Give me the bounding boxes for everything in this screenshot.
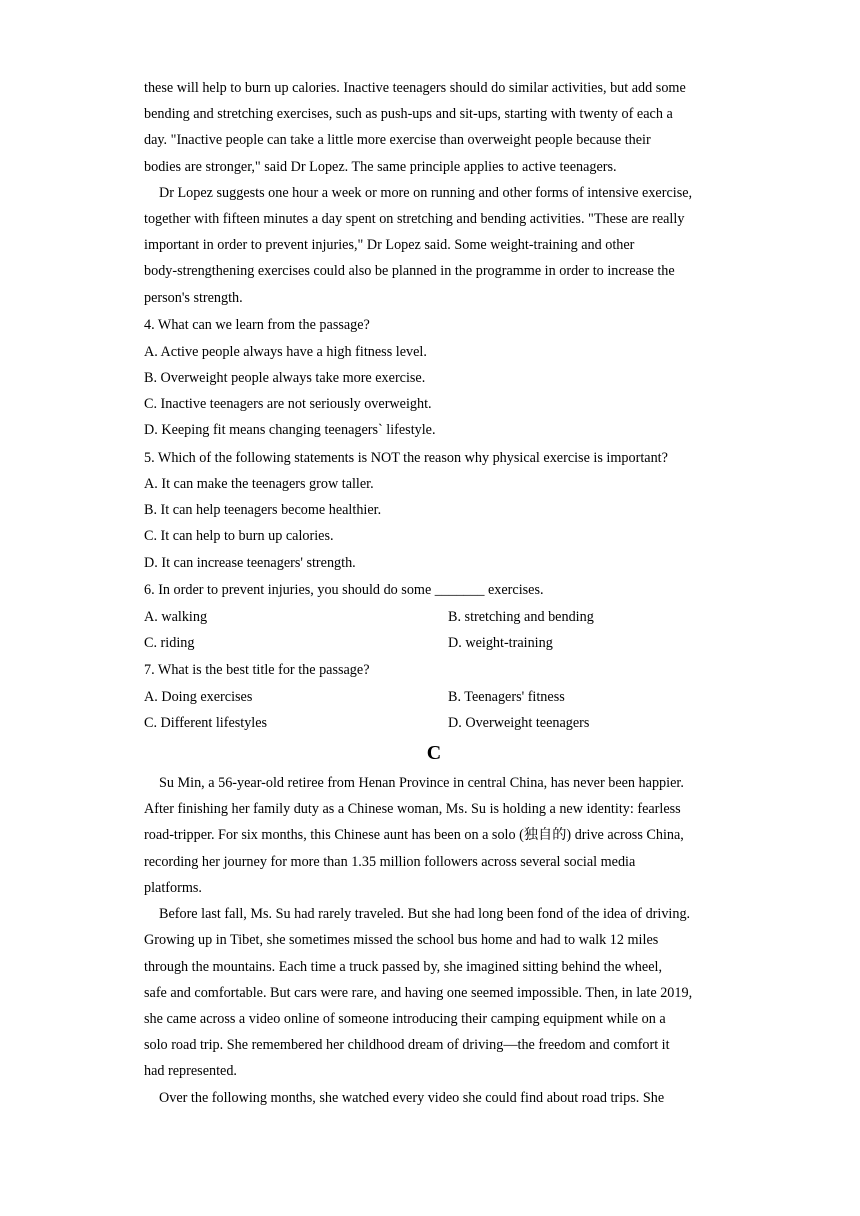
option-d: D. Keeping fit means changing teenagers` lifestyle. [144, 422, 436, 439]
text-line: solo road trip. She remembered her childhood dream of driving—the freedom and comfort it [144, 1037, 670, 1054]
question-stem: 6. In order to prevent injuries, you should do some _______ exercises. [144, 582, 544, 599]
question-stem: 7. What is the best title for the passage? [144, 662, 370, 679]
text-line: road-tripper. For six months, this Chinese aunt has been on a solo (独自的) drive across China, [144, 827, 684, 844]
option-row [144, 604, 724, 630]
question-4 [144, 312, 724, 443]
text-line: together with fifteen minutes a day spent on stretching and bending activities. "These are really [144, 211, 685, 228]
text-line: Over the following months, she watched every video she could find about road trips. She [159, 1089, 665, 1106]
text-line: Growing up in Tibet, she sometimes missed the school bus home and had to walk 12 miles [144, 932, 659, 949]
text-line: recording her journey for more than 1.35 million followers across several social media [144, 853, 636, 870]
question-stem: 4. What can we learn from the passage? [144, 317, 370, 334]
option-a: A. Doing exercises [144, 688, 253, 705]
option-c: C. It can help to burn up calories. [144, 528, 334, 545]
option-d: D. Overweight teenagers [448, 714, 590, 731]
passage-c-paragraph-2 [144, 901, 724, 1084]
text-line: body-strengthening exercises could also be planned in the programme in order to increase the [144, 263, 675, 280]
option-a: A. It can make the teenagers grow taller. [144, 476, 374, 493]
option-a: A. walking [144, 608, 208, 625]
option-b: B. Overweight people always take more exercise. [144, 369, 426, 386]
text-line: After finishing her family duty as a Chinese woman, Ms. Su is holding a new identity: fearless [144, 801, 681, 818]
option-a: A. Active people always have a high fitness level. [144, 343, 427, 360]
text-line: had represented. [144, 1063, 237, 1080]
text-line: Dr Lopez suggests one hour a week or more on running and other forms of intensive exercise, [159, 184, 693, 201]
option-d: D. weight-training [448, 634, 553, 651]
passage-b-paragraph-1 [144, 75, 724, 180]
text-line: person's strength. [144, 289, 243, 306]
text-line: platforms. [144, 879, 202, 896]
text-line: she came across a video online of someone introducing their camping equipment while on a [144, 1010, 666, 1027]
section-heading: C [426, 742, 442, 765]
text-line: through the mountains. Each time a truck passed by, she imagined sitting behind the wheel, [144, 958, 662, 975]
question-7 [144, 657, 724, 736]
passage-c-paragraph-3 [144, 1085, 724, 1111]
text-line: these will help to burn up calories. Inactive teenagers should do similar activities, but add some [144, 80, 686, 96]
text-line: day. "Inactive people can take a little more exercise than overweight people because their [144, 132, 651, 149]
text-line: bodies are stronger," said Dr Lopez. The same principle applies to active teenagers. [144, 158, 617, 175]
option-row [144, 630, 724, 656]
passage-c-paragraph-1 [144, 770, 724, 901]
text-line: important in order to prevent injuries," Dr Lopez said. Some weight-training and other [144, 237, 635, 254]
question-stem: 5. Which of the following statements is NOT the reason why physical exercise is important? [144, 449, 668, 466]
text-line: Su Min, a 56-year-old retiree from Henan Province in central China, has never been happier. [159, 775, 684, 792]
option-row [144, 684, 724, 710]
option-c: C. Different lifestyles [144, 714, 268, 731]
text-line: Before last fall, Ms. Su had rarely traveled. But she had long been fond of the idea of driving. [159, 906, 691, 923]
option-b: B. Teenagers' fitness [448, 688, 565, 705]
text-line: safe and comfortable. But cars were rare, and having one seemed impossible. Then, in late 2019, [144, 984, 693, 1001]
option-c: C. Inactive teenagers are not seriously overweight. [144, 395, 432, 412]
text-line: bending and stretching exercises, such as push-ups and sit-ups, starting with twenty of each a [144, 106, 673, 123]
passage-b-paragraph-2 [144, 180, 724, 311]
option-c: C. riding [144, 634, 195, 651]
option-row [144, 710, 724, 736]
question-6 [144, 577, 724, 656]
option-d: D. It can increase teenagers' strength. [144, 554, 356, 571]
document-page [144, 75, 724, 1111]
option-b: B. stretching and bending [448, 608, 594, 625]
option-b: B. It can help teenagers become healthier. [144, 502, 382, 519]
question-5 [144, 445, 724, 576]
